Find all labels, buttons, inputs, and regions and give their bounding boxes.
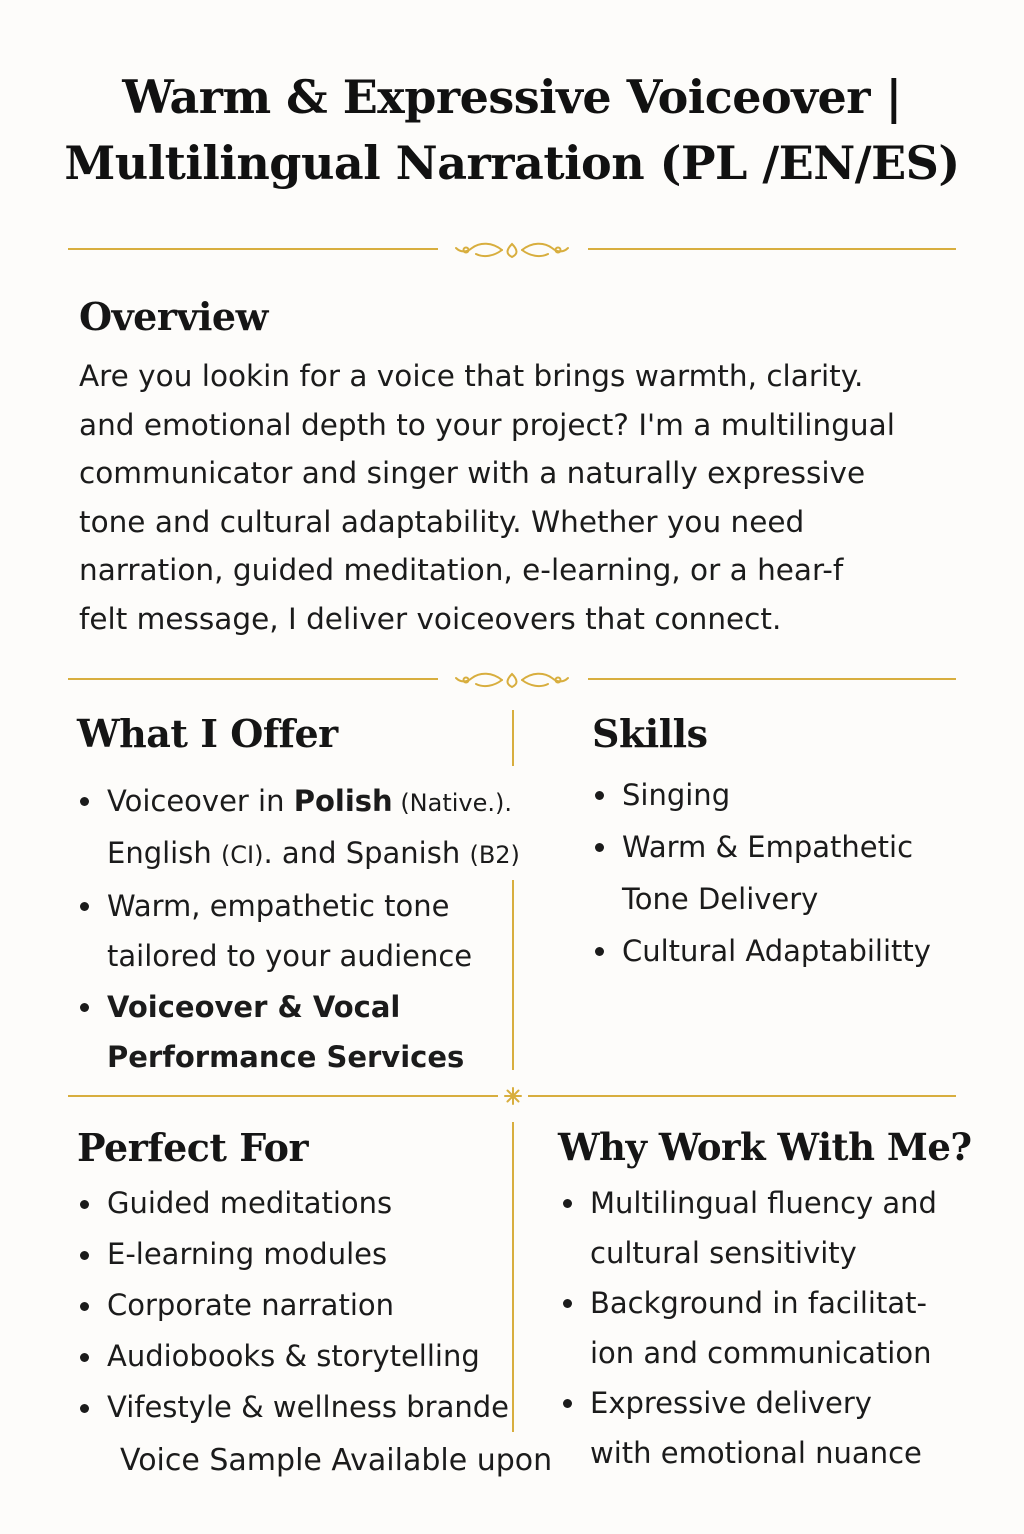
skill-item-line: Tone Delivery <box>622 882 819 916</box>
why-item-line: Expressive delivery <box>590 1386 872 1420</box>
list-item <box>77 881 517 981</box>
list-item <box>77 982 517 1082</box>
page-title-line-2: Multilingual Narration (PL /EN/ES) <box>64 136 960 190</box>
language-polish: Polish <box>293 784 393 818</box>
list-item <box>77 1331 517 1382</box>
perfect-for-item: E-learning modules <box>107 1237 388 1271</box>
list-item <box>560 1178 1000 1278</box>
skills-list <box>592 769 992 977</box>
list-item <box>77 1280 517 1331</box>
divider-line <box>68 1095 498 1097</box>
offer-heading: What I Offer <box>77 711 338 756</box>
text: . and Spanish <box>263 836 470 870</box>
offer-list <box>77 776 520 1082</box>
offer-item-line: Warm, empathetic tone <box>107 889 450 923</box>
overview-line: felt message, I deliver voiceovers that connect. <box>79 601 782 636</box>
scroll-flourish-icon <box>452 238 572 262</box>
why-item-line: with emotional nuance <box>590 1436 922 1470</box>
why-list <box>560 1178 1000 1478</box>
text: English <box>107 836 221 870</box>
list-item <box>592 821 992 925</box>
level-note: (Native.). <box>392 789 513 817</box>
list-item <box>560 1278 1000 1378</box>
overview-line: narration, guided meditation, e-learning, or a hear-f <box>79 553 844 587</box>
list-item <box>592 925 992 977</box>
column-separator <box>512 710 514 766</box>
why-heading: Why Work With Me? <box>558 1125 972 1169</box>
why-item-line: ion and communication <box>590 1336 932 1370</box>
perfect-for-heading: Perfect For <box>77 1125 308 1170</box>
why-item-line: Multilingual fluency and <box>590 1186 937 1220</box>
why-item-line: Background in facilitat- <box>590 1286 927 1320</box>
list-item <box>77 1178 517 1229</box>
page-title-line-1: Warm & Expressive Voiceover | <box>122 70 902 124</box>
perfect-for-item: Corporate narration <box>107 1288 394 1322</box>
perfect-for-item: Vifestyle & wellness brande <box>107 1390 509 1424</box>
skills-heading: Skills <box>592 711 708 756</box>
overview-line: Are you lookin for a voice that brings warmth, clarity. <box>79 359 864 393</box>
star-burst-icon <box>503 1086 523 1106</box>
perfect-for-list <box>77 1178 517 1433</box>
offer-item-line: Voiceover & Vocal <box>107 990 401 1024</box>
divider-line <box>588 678 956 680</box>
skill-item-line: Warm & Empathetic <box>622 830 914 864</box>
skill-item-line: Singing <box>622 778 731 812</box>
perfect-for-item: Audiobooks & storytelling <box>107 1339 480 1373</box>
list-item <box>560 1378 1000 1478</box>
perfect-for-item: Guided meditations <box>107 1186 393 1220</box>
overview-paragraph <box>79 352 959 643</box>
divider-line <box>68 678 438 680</box>
level-note: (CI) <box>220 841 264 869</box>
list-item <box>77 1382 517 1433</box>
divider-line <box>528 1095 956 1097</box>
list-item <box>592 769 992 821</box>
why-item-line: cultural sensitivity <box>590 1236 857 1270</box>
text: Voiceover in <box>107 784 294 818</box>
list-item <box>77 1229 517 1280</box>
divider-line <box>68 248 438 250</box>
list-item <box>77 776 520 880</box>
offer-item-line: Performance Services <box>107 1040 465 1074</box>
offer-item-line <box>107 776 517 828</box>
scroll-flourish-icon <box>452 668 572 692</box>
skill-item-line: Cultural Adaptabilitty <box>622 934 931 968</box>
offer-item-line <box>107 828 520 880</box>
level-note: (B2) <box>469 841 520 869</box>
overview-line: tone and cultural adaptability. Whether you need <box>79 504 805 539</box>
voice-sample-note: Voice Sample Available upon <box>120 1443 553 1478</box>
divider-line <box>588 248 956 250</box>
overview-heading: Overview <box>79 294 268 339</box>
offer-item-line: tailored to your audience <box>107 939 473 973</box>
overview-line: and emotional depth to your project? I'm a multilingual <box>79 407 895 442</box>
overview-line: communicator and singer with a naturally expressive <box>79 456 866 490</box>
